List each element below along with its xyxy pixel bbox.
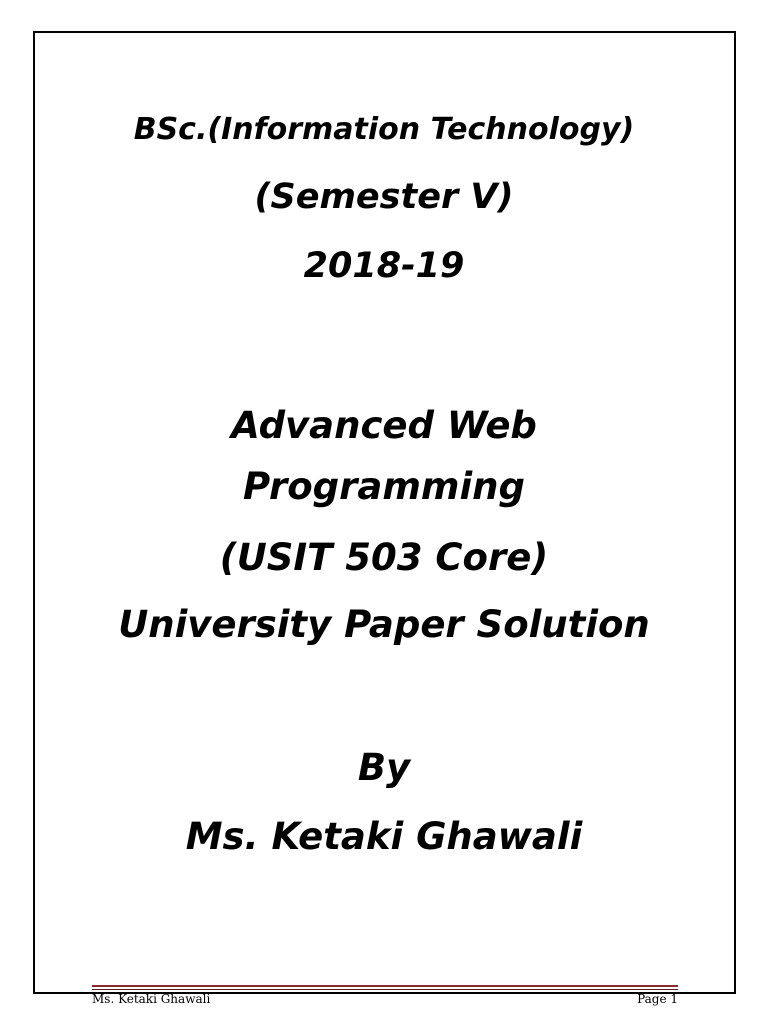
footer-rule-thin bbox=[92, 989, 678, 990]
subject-title-line-2: Programming bbox=[243, 465, 525, 508]
footer-author: Ms. Ketaki Ghawali bbox=[92, 992, 211, 1006]
semester-heading: (Semester V) bbox=[254, 177, 514, 217]
subject-title-line-1: Advanced Web bbox=[231, 404, 537, 447]
academic-year: 2018-19 bbox=[303, 246, 465, 286]
course-code: (USIT 503 Core) bbox=[219, 536, 549, 579]
document-type: University Paper Solution bbox=[118, 603, 650, 646]
by-label: By bbox=[357, 746, 411, 789]
degree-heading: BSc.(Information Technology) bbox=[133, 112, 635, 147]
footer-page-number: Page 1 bbox=[637, 992, 678, 1006]
footer-rule bbox=[92, 985, 678, 987]
author-name: Ms. Ketaki Ghawali bbox=[185, 815, 583, 858]
